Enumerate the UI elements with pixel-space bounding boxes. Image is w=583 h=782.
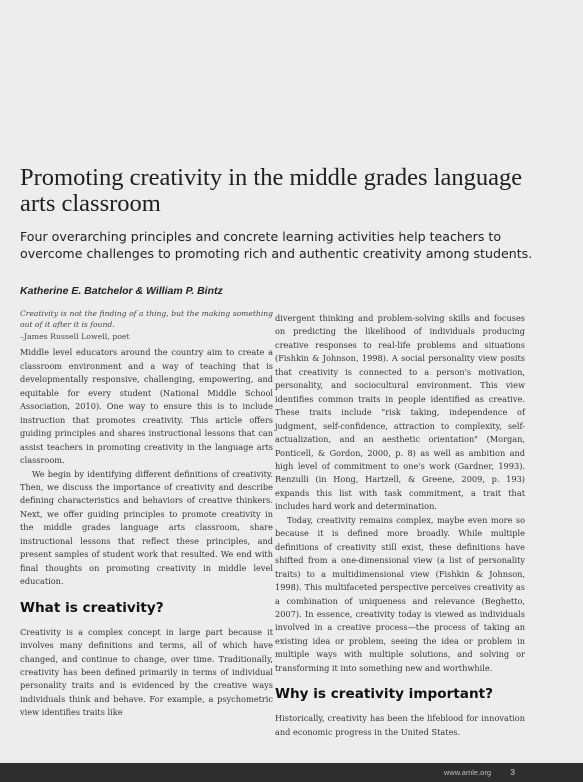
page-footer (0, 763, 583, 782)
article-dek: Four overarching principles and concrete learning activities help teachers to overcome challenges to promoting rich and authentic creativity among students. (20, 229, 533, 261)
section-heading-what: What is creativity? (20, 599, 164, 616)
article-byline: Katherine E. Batchelor & William P. Bintz (20, 285, 223, 297)
article-title: Promoting creativity in the middle grades language arts classroom (20, 164, 523, 217)
body-paragraph: We begin by identifying different definitions of creativity. Then, we discuss the importance of creativity and describe defining characteristics and behaviors of creative thinkers. Next, we offer guiding principles to promote creativity in the middle grades language arts classroom, share instructional lessons that reflect these principles, and present samples of student work that resulted. We end with final thoughts on promoting creativity in middle level education. (20, 468, 273, 587)
body-paragraph: Creativity is a complex concept in large part because it involves many definitions and terms, all of which have changed, and continue to change, over time. Traditionally, creativity has been defined primarily in terms of individual personality traits and is evidenced by the creative ways individuals think and behave. For example, a psychometric view identifies traits like (20, 626, 273, 718)
footer-url: www.amle.org (443, 768, 491, 777)
section-heading-why: Why is creativity important? (275, 686, 494, 703)
epigraph-quote: Creativity is not the finding of a thing, but the making something out of it after it is found. (20, 309, 273, 329)
body-paragraph: divergent thinking and problem-solving skills and focuses on predicting the likelihood of individuals producing creative responses to real-life problems and situations (Fishkin & Johnson, 1998). A social personality view posits that creativity is connected to a person's motivation, personality, and sociocultural environment. This view identifies common traits in people identified as creative. These traits include "risk taking, independence of judgment, self-confidence, attraction to complexity, self-actualization, and an aesthetic orientation" (Morgan, Ponticell, & Gordon, 2000, p. 8) as well as ambition and high level of commitment to one's work (Gardner, 1993). Renzulli (in Hong, Hartzell, & Greene, 2009, p. 193) expands this list with task commitment, a trait that includes hard work and determination. (275, 313, 525, 512)
body-paragraph: Historically, creativity has been the lifeblood for innovation and economic progress in the United States. (275, 713, 525, 737)
epigraph-attribution: –James Russell Lowell, poet (20, 332, 130, 341)
body-paragraph: Today, creativity remains complex, maybe even more so because it is defined more broadly. While multiple definitions of creativity still exist, these definitions have shifted from a one-dimensional view (a list of personality traits) to a multidimensional view (Fishkin & Johnson, 1998). This multifaceted perspective perceives creativity as a combination of uniqueness and relevance (Beghetto, 2007). In essence, creativity today is viewed as individuals involved in a creative process—the process of taking an existing idea or problem, seeing the idea or problem in multiple ways with multiple solutions, and solving or transforming it into something new and worthwhile. (275, 514, 525, 673)
left-column (20, 308, 273, 720)
right-column (275, 312, 525, 739)
page-number: 3 (510, 767, 515, 777)
body-paragraph: Middle level educators around the country aim to create a classroom environment and a way of teaching that is developmentally responsive, challenging, empowering, and equitable for every student (National Middle School Association, 2010). One way to ensure this is to include instruction that promotes creativity. This article offers guiding principles and shares instructional lessons that can assist teachers in promoting creativity in the language arts classroom. (20, 347, 273, 466)
